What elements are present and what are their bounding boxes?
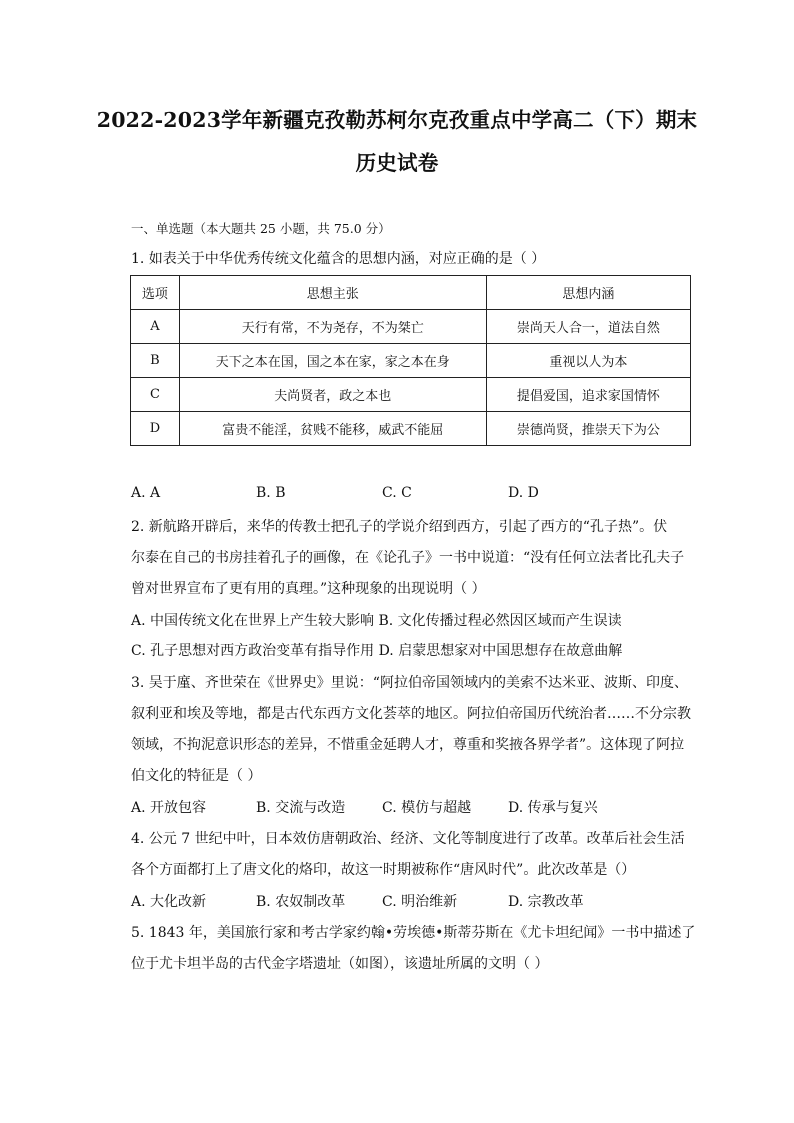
section-heading: 一、单选题（本大题共 25 小题，共 75.0 分） — [131, 221, 391, 236]
table-header-cell: 选项 — [131, 276, 180, 310]
table-cell: D — [131, 412, 180, 446]
question-3-option-a: A. 开放包容 — [131, 800, 207, 816]
table-row — [131, 310, 691, 344]
table-cell: 天下之本在国，国之本在家，家之本在身 — [179, 344, 486, 378]
table-cell: 崇德尚贤，推崇天下为公 — [486, 412, 690, 446]
table-cell: C — [131, 378, 180, 412]
question-1-option-a: A. A — [131, 485, 161, 501]
question-3-line: 伯文化的特征是（ ） — [131, 768, 262, 784]
exam-title-line1: 2022-2023学年新疆克孜勒苏柯尔克孜重点中学高二（下）期末 — [96, 108, 698, 132]
table-cell: 崇尚天人合一，道法自然 — [486, 310, 690, 344]
question-4-line: 各个方面都打上了唐文化的烙印，故这一时期被称作“唐风时代”。此次改革是（） — [131, 862, 636, 878]
question-4-option-c: C. 明治维新 — [382, 894, 458, 910]
table-cell: 富贵不能淫，贫贱不能移，威武不能屈 — [179, 412, 486, 446]
question-3-line: 领域，不拘泥意识形态的差异，不惜重金延聘人才，尊重和奖掖各界学者”。这体现了阿拉 — [131, 737, 685, 753]
question-5-line: 位于尤卡坦半岛的古代金字塔遗址（如图），该遗址所属的文明（ ） — [131, 956, 549, 972]
question-2-line: 2. 新航路开辟后，来华的传教士把孔子的学说介绍到西方，引起了西方的“孔子热”。伏 — [131, 519, 668, 535]
question-3-option-d: D. 传承与复兴 — [508, 800, 598, 816]
question-5-line: 5. 1843 年，美国旅行家和考古学家约翰•劳埃德•斯蒂芬斯在《尤卡坦纪闻》一书中描述了 — [131, 925, 696, 941]
question-2-line: 尔泰在自己的书房挂着孔子的画像，在《论孔子》一书中说道：“没有任何立法者比孔夫子 — [131, 550, 685, 566]
table-cell: 夫尚贤者，政之本也 — [179, 378, 486, 412]
question-1-option-b: B. B — [256, 485, 286, 501]
question-3-line: 叙利亚和埃及等地，都是古代东西方文化荟萃的地区。阿拉伯帝国历代统治者……不分宗教 — [131, 706, 691, 722]
question-3-line: 3. 吴于廑、齐世荣在《世界史》里说：“阿拉伯帝国领域内的美索不达米亚、波斯、印度、 — [131, 675, 688, 691]
table-header-cell: 思想主张 — [179, 276, 486, 310]
question-2-options-ab: A. 中国传统文化在世界上产生较大影响 B. 文化传播过程必然因区域而产生误读 — [131, 613, 622, 629]
question-4-line: 4. 公元 7 世纪中叶，日本效仿唐朝政治、经济、文化等制度进行了改革。改革后社会生活 — [131, 831, 685, 847]
table-cell: 重视以人为本 — [486, 344, 690, 378]
question-2-line: 曾对世界宣布了更有用的真理。”这种现象的出现说明（ ） — [131, 581, 486, 597]
question-4-option-b: B. 农奴制改革 — [256, 894, 346, 910]
table-header-cell: 思想内涵 — [486, 276, 690, 310]
table-row — [131, 412, 691, 446]
question-4-option-a: A. 大化改新 — [131, 894, 207, 910]
table-row — [131, 344, 691, 378]
table-row — [131, 378, 691, 412]
table-header-row — [131, 276, 691, 310]
table-cell: A — [131, 310, 180, 344]
table-cell: B — [131, 344, 180, 378]
table-cell: 提倡爱国，追求家国情怀 — [486, 378, 690, 412]
question-4-option-d: D. 宗教改革 — [508, 894, 584, 910]
question-3-option-c: C. 模仿与超越 — [382, 800, 472, 816]
table-cell: 天行有常，不为尧存，不为桀亡 — [179, 310, 486, 344]
question-1-stem: 1. 如表关于中华优秀传统文化蕴含的思想内涵，对应正确的是（ ） — [131, 251, 546, 267]
question-1-option-c: C. C — [382, 485, 412, 501]
question-3-option-b: B. 交流与改造 — [256, 800, 346, 816]
question-1-table — [130, 275, 691, 446]
question-1-option-d: D. D — [508, 485, 539, 501]
question-2-options-cd: C. 孔子思想对西方政治变革有指导作用 D. 启蒙思想家对中国思想存在故意曲解 — [131, 643, 623, 659]
exam-title-line2: 历史试卷 — [355, 151, 439, 175]
